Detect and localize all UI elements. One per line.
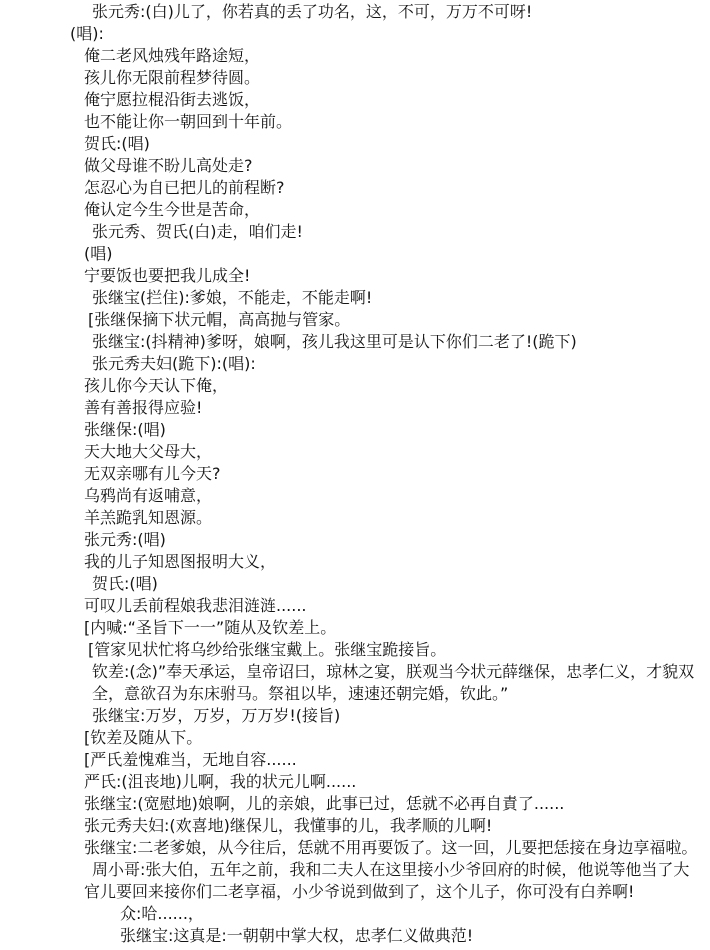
speaker-line: 张元秀夫妇(跪下):(唱): [92, 354, 256, 373]
lyric-line: 做父母谁不盼儿高处走? [84, 156, 253, 175]
stage-direction: [内喊:“圣旨下一一”随从及钦差上。 [84, 618, 337, 637]
lyric-line: 无双亲哪有儿今天? [84, 464, 221, 483]
stage-direction: [张继保摘下状元帽，高高抛与管家。 [88, 310, 351, 329]
dialogue-line: 张继宝:万岁，万岁，万万岁!(接旨) [92, 706, 341, 725]
stage-direction: (唱) [84, 244, 113, 263]
dialogue-line: 张元秀:(白)儿了，你若真的丢了功名，这，不可，万万不可呀! [92, 2, 533, 21]
dialogue-line: 周小哥:张大伯，五年之前，我和二夫人在这里接小少爷回府的时候，他说等他当了大 [92, 860, 690, 879]
speaker-line: 张元秀:(唱) [84, 530, 166, 549]
stage-direction: [钦差及随从下。 [84, 728, 203, 747]
dialogue-line: 张继宝:(抖精神)爹呀，娘啊，孩儿我这里可是认下你们二老了!(跪下) [92, 332, 577, 351]
dialogue-line: 众:哈......， [120, 904, 204, 923]
document-page [0, 1, 710, 950]
lyric-line: 可叹儿丢前程娘我悲泪涟涟...... [84, 596, 307, 615]
lyric-line: 俺认定今生今世是苦命， [84, 200, 261, 219]
lyric-line: 也不能让你一朝回到十年前。 [84, 112, 293, 131]
speaker-line: 贺氏:(唱) [92, 574, 158, 593]
stage-direction: [管家见状忙将乌纱给张继宝戴上。张继宝跪接旨。 [88, 640, 447, 659]
dialogue-line: 官儿要回来接你们二老享福，小少爷说到做到了，这个儿子，你可没有白养啊! [84, 882, 635, 901]
dialogue-line: 张元秀夫妇:(欢喜地)继保儿，我懂事的儿，我孝顺的儿啊! [84, 816, 493, 835]
dialogue-line: 张继宝:二老爹娘，从今往后，恁就不用再要饭了。这一回，儿要把恁接在身边享福啦。 [84, 838, 698, 857]
lyric-line: 孩儿你无限前程梦待圆。 [84, 68, 261, 87]
dialogue-line: 张继宝:这真是:一朝朝中掌大权，忠孝仁义做典范! [120, 926, 474, 945]
dialogue-line: 钦差:(念)”奉天承运，皇帝诏曰，琼林之宴，朕观当今状元薛继保，忠孝仁义，才貌双 [92, 662, 695, 681]
lyric-line: 我的儿子知恩图报明大义， [84, 552, 277, 571]
lyric-line: 羊羔跪乳知恩源。 [84, 508, 213, 527]
lyric-line: 乌鸦尚有返哺意， [84, 486, 213, 505]
lyric-line: 怎忍心为自已把儿的前程断? [84, 178, 285, 197]
dialogue-line: 张元秀、贺氏(白)走，咱们走! [92, 222, 303, 241]
lyric-line: 宁要饭也要把我儿成全! [84, 266, 251, 285]
lyric-line: 孩儿你今天认下俺， [84, 376, 229, 395]
speaker-line: 张继保:(唱) [84, 420, 166, 439]
speaker-line: 贺氏:(唱) [84, 134, 150, 153]
lyric-line: 俺宁愿拉棍沿街去逃饭， [84, 90, 261, 109]
stage-direction: (唱): [70, 24, 104, 43]
dialogue-line: 严氏:(沮丧地)儿啊，我的状元儿啊...... [84, 772, 357, 791]
lyric-line: 天大地大父母大， [84, 442, 213, 461]
dialogue-line: 张继宝(拦住):爹娘，不能走，不能走啊! [92, 288, 373, 307]
dialogue-line: 张继宝:(宽慰地)娘啊，儿的亲娘，此事已过，恁就不必再自責了...... [84, 794, 565, 813]
dialogue-line: 全，意欲召为东床驸马。祭祖以毕，速速还朝完婚，钦此。” [92, 684, 509, 703]
lyric-line: 善有善报得应验! [84, 398, 203, 417]
lyric-line: 俺二老风烛残年路途短， [84, 46, 261, 65]
stage-direction: [严氏羞愧难当，无地自容...... [84, 750, 297, 769]
